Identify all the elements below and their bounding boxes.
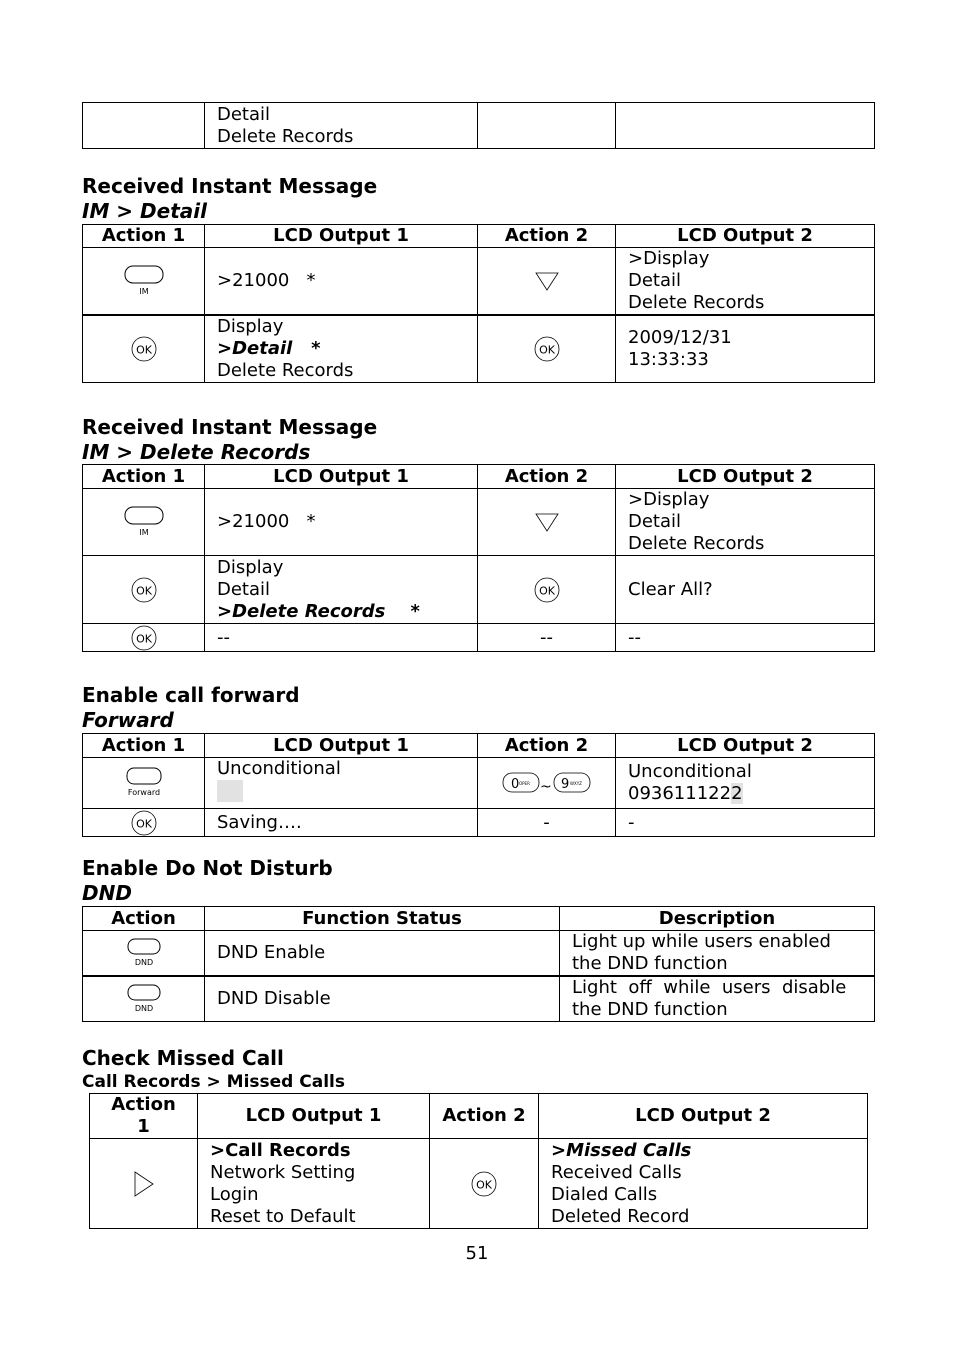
ok-label: OK xyxy=(538,343,555,357)
lcd-output-2-cell xyxy=(616,556,875,624)
lcd-line: Detail xyxy=(628,270,682,291)
action-1-cell xyxy=(83,809,205,837)
im-detail-table xyxy=(82,224,875,383)
down-arrow-icon xyxy=(534,270,560,292)
description-line: Light up while users enabled xyxy=(572,931,831,952)
lcd-output-2-cell: - xyxy=(616,809,875,837)
action-1-cell xyxy=(83,758,205,809)
header-action-1: Action 1 xyxy=(83,465,205,489)
im-key-icon xyxy=(122,505,166,539)
action-1-cell xyxy=(83,248,205,316)
header-line: 1 xyxy=(137,1116,150,1137)
empty-cell xyxy=(616,103,875,149)
lcd-line: Delete Records xyxy=(628,292,765,313)
lcd-output-1-cell: Saving…. xyxy=(205,809,478,837)
action-2-cell: - xyxy=(478,809,616,837)
ok-key-icon xyxy=(533,335,561,363)
lcd-output-1-cell xyxy=(205,758,478,809)
header-action-2: Action 2 xyxy=(478,225,616,248)
section-title: Received Instant Message xyxy=(82,415,378,439)
ok-key-icon xyxy=(130,335,158,363)
cursor-digit: 2 xyxy=(731,783,743,804)
lcd-line-selected: >Missed Calls xyxy=(551,1139,692,1161)
right-arrow-icon xyxy=(131,1170,157,1198)
key-label: DND xyxy=(134,1004,153,1013)
lcd-output-2-cell xyxy=(616,758,875,809)
cursor-highlight xyxy=(217,780,243,802)
forward-key-icon xyxy=(122,766,166,800)
digit-0-label: 0 xyxy=(510,777,519,792)
header-lcd-output-2: LCD Output 2 xyxy=(616,465,875,489)
header-action-1: Action 1 xyxy=(83,734,205,758)
im-delete-table xyxy=(82,464,875,652)
lcd-line: 2009/12/31 xyxy=(628,327,732,348)
lcd-output-1-cell xyxy=(205,248,478,316)
lcd-line xyxy=(628,783,862,805)
lcd-line: >21000 * xyxy=(217,511,316,532)
page-number: 51 xyxy=(465,1243,489,1264)
digit-keys-0-to-9-icon xyxy=(502,770,592,796)
lcd-line: Detail xyxy=(217,578,271,600)
lcd-line: >Display xyxy=(628,489,710,510)
lcd-output-1-cell xyxy=(198,1139,430,1229)
header-action-1: Action 1 xyxy=(83,225,205,248)
lcd-line: Detail xyxy=(628,511,682,532)
lcd-output-1-cell xyxy=(205,489,478,556)
section-title: Check Missed Call xyxy=(82,1046,284,1070)
lcd-line: Display xyxy=(217,316,284,337)
lcd-line-selected: >Delete Records * xyxy=(217,600,420,622)
header-action-2: Action 2 xyxy=(430,1094,539,1139)
section-subtitle: DND xyxy=(82,881,132,905)
action-1-cell xyxy=(83,624,205,652)
action-cell xyxy=(83,931,205,977)
action-1-cell xyxy=(90,1139,198,1229)
lcd-output-1-cell xyxy=(205,315,478,383)
empty-cell xyxy=(83,103,205,149)
section-subtitle: IM > Detail xyxy=(82,199,207,223)
ok-label: OK xyxy=(135,817,152,830)
lcd-output-2-cell xyxy=(616,489,875,556)
description-cell xyxy=(560,976,875,1022)
lcd-line: Delete Records xyxy=(217,360,354,381)
dnd-table xyxy=(82,906,875,1022)
lcd-output-2-cell: -- xyxy=(616,624,875,652)
key-label: DND xyxy=(134,958,153,967)
lcd-line: Dialed Calls xyxy=(551,1183,658,1205)
lcd-line: Unconditional xyxy=(217,758,341,779)
lcd-line: Received Calls xyxy=(551,1161,682,1183)
ok-key-icon xyxy=(130,625,158,651)
forward-table xyxy=(82,733,875,837)
ok-key-icon xyxy=(533,576,561,604)
down-arrow-icon xyxy=(534,511,560,533)
header-lcd-output-1: LCD Output 1 xyxy=(205,734,478,758)
description-line: Light off while users disable xyxy=(572,977,847,998)
lcd-output-1-cell xyxy=(205,103,478,149)
header-lcd-output-2: LCD Output 2 xyxy=(616,734,875,758)
action-2-cell xyxy=(430,1139,539,1229)
lcd-line-selected: >Call Records xyxy=(210,1139,351,1161)
ok-label: OK xyxy=(135,584,152,597)
lcd-output-1-cell: -- xyxy=(205,624,478,652)
header-lcd-output-1: LCD Output 1 xyxy=(198,1094,430,1139)
function-status-cell: DND Enable xyxy=(205,931,560,977)
ok-label: OK xyxy=(538,584,555,597)
dnd-key-icon xyxy=(124,983,164,1015)
action-2-cell xyxy=(478,489,616,556)
lcd-output-2-cell xyxy=(616,315,875,383)
action-2-cell: -- xyxy=(478,624,616,652)
lcd-line-selected: >Detail * xyxy=(217,338,321,359)
header-lcd-output-1: LCD Output 1 xyxy=(205,225,478,248)
lcd-line: Delete Records xyxy=(217,125,354,147)
section-title: Received Instant Message xyxy=(82,174,378,198)
lcd-line: Detail xyxy=(217,103,271,125)
action-1-cell xyxy=(83,315,205,383)
header-lcd-output-2: LCD Output 2 xyxy=(616,225,875,248)
section-subtitle: IM > Delete Records xyxy=(82,440,311,464)
dnd-key-icon xyxy=(124,937,164,969)
lcd-line: >Display xyxy=(628,248,710,269)
header-action: Action xyxy=(83,907,205,931)
key-label: Forward xyxy=(127,788,160,797)
description-line: the DND function xyxy=(572,953,728,974)
action-1-cell xyxy=(83,489,205,556)
lcd-line: Unconditional xyxy=(628,761,752,782)
lcd-line: Deleted Record xyxy=(551,1205,690,1227)
ok-label: OK xyxy=(135,343,152,357)
lcd-line: Network Setting xyxy=(210,1161,356,1183)
header-function-status: Function Status xyxy=(205,907,560,931)
header-action-2: Action 2 xyxy=(478,734,616,758)
empty-cell xyxy=(478,103,616,149)
action-1-cell xyxy=(83,556,205,624)
action-2-cell xyxy=(478,248,616,316)
action-cell xyxy=(83,976,205,1022)
range-tilde: ~ xyxy=(539,779,552,795)
im-key-icon xyxy=(122,264,166,298)
digit-0-sublabel: OPER xyxy=(518,781,530,786)
ok-key-icon xyxy=(470,1170,498,1198)
header-description: Description xyxy=(560,907,875,931)
lcd-output-2-cell xyxy=(539,1139,868,1229)
digit-9-label: 9 xyxy=(560,777,569,792)
lcd-line: Display xyxy=(217,556,284,578)
continuation-table xyxy=(82,102,875,149)
header-lcd-output-2: LCD Output 2 xyxy=(539,1094,868,1139)
description-cell xyxy=(560,931,875,977)
header-line: Action xyxy=(111,1094,176,1115)
lcd-output-1-cell xyxy=(205,556,478,624)
header-action-2: Action 2 xyxy=(478,465,616,489)
phone-number: 093611122 xyxy=(628,783,732,804)
ok-key-icon xyxy=(130,810,158,836)
lcd-line: 13:33:33 xyxy=(628,349,709,370)
action-2-cell xyxy=(478,556,616,624)
function-status-cell: DND Disable xyxy=(205,976,560,1022)
lcd-line: Reset to Default xyxy=(210,1205,356,1227)
lcd-line: >21000 * xyxy=(217,270,316,291)
lcd-output-2-cell xyxy=(616,248,875,316)
section-title: Enable Do Not Disturb xyxy=(82,856,333,880)
ok-label: OK xyxy=(135,632,152,645)
section-title: Enable call forward xyxy=(82,683,300,707)
section-subtitle: Call Records > Missed Calls xyxy=(82,1072,345,1092)
digit-9-sublabel: WXYZ xyxy=(569,781,582,786)
ok-label: OK xyxy=(476,1178,492,1191)
action-2-cell xyxy=(478,758,616,809)
lcd-line: Clear All? xyxy=(628,578,713,600)
key-label: IM xyxy=(138,528,149,537)
key-label: IM xyxy=(138,287,149,296)
section-subtitle: Forward xyxy=(82,708,174,732)
lcd-line: Delete Records xyxy=(628,533,765,554)
header-action-1 xyxy=(90,1094,198,1139)
missed-calls-table xyxy=(89,1093,868,1229)
description-line: the DND function xyxy=(572,999,728,1020)
action-2-cell xyxy=(478,315,616,383)
ok-key-icon xyxy=(130,576,158,604)
lcd-line: Login xyxy=(210,1183,259,1205)
header-lcd-output-1: LCD Output 1 xyxy=(205,465,478,489)
